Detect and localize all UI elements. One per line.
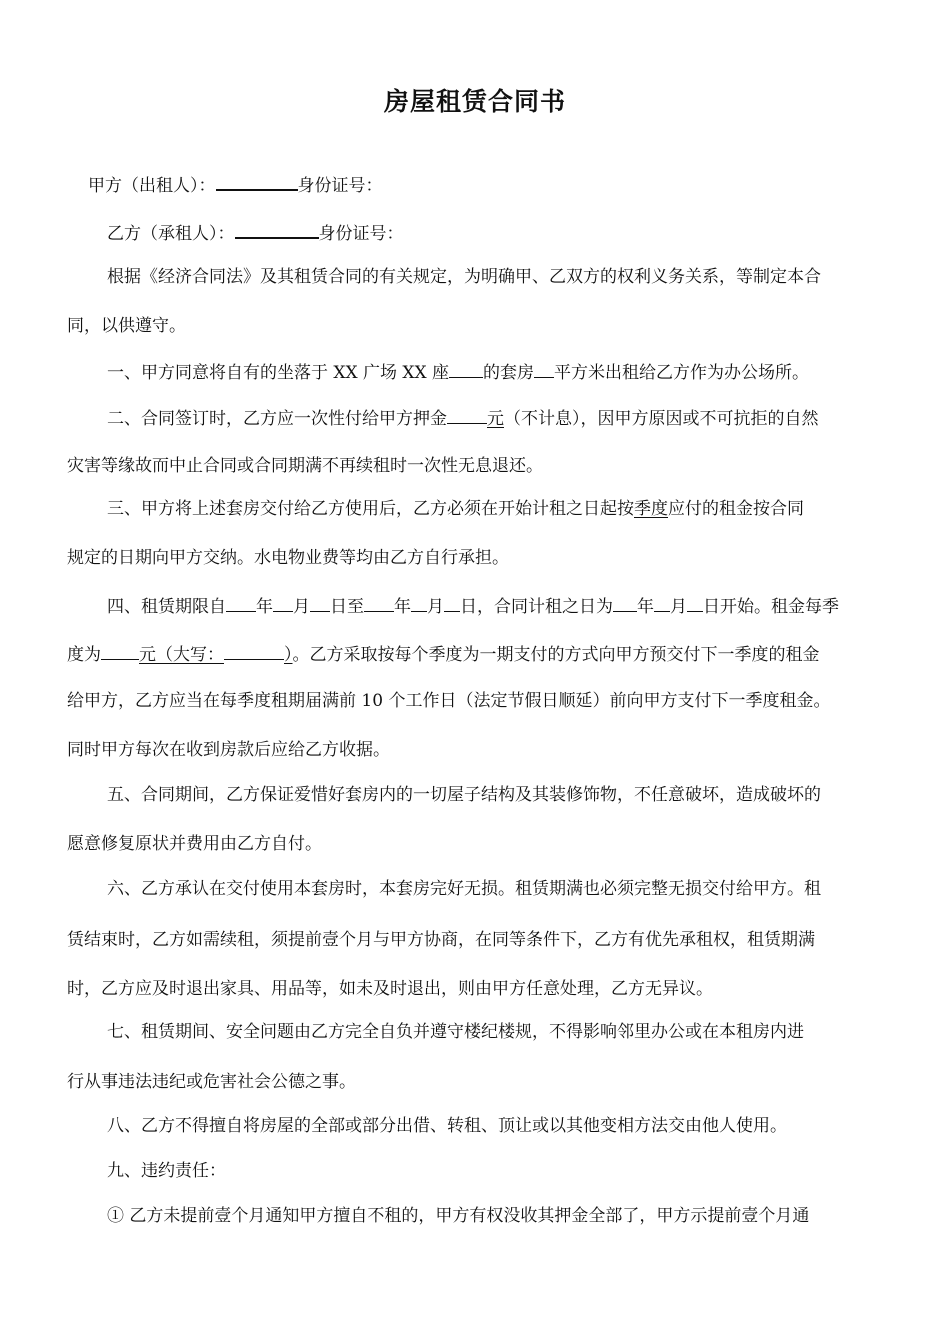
clause-2-text-a: 二、合同签订时，乙方应一次性付给甲方押金 (107, 409, 447, 429)
end-day-blank[interactable] (444, 593, 460, 612)
billing-day-blank[interactable] (687, 593, 703, 612)
party-b-id-label: 身份证号： (318, 224, 404, 244)
party-a-label: 甲方（出租人）： (88, 176, 216, 196)
clause-4-text-a: 度为 (67, 645, 101, 665)
clause-9-item-1: ① 乙方未提前壹个月通知甲方擅自不租的，甲方有权没收其押金全部了，甲方示提前壹个月通 (107, 1206, 810, 1226)
clause-3-period: 季度 (634, 499, 668, 519)
rent-amount-words-blank[interactable] (224, 641, 284, 660)
start-day-blank[interactable] (310, 593, 330, 612)
clause-4-month-label: 月 (427, 597, 444, 617)
clause-4-day-to-label: 日至 (330, 597, 364, 617)
rent-amount-blank[interactable] (101, 641, 139, 660)
clause-4-year-label: 年 (256, 597, 273, 617)
clause-4-line-2 (67, 641, 820, 666)
clause-1-area-blank[interactable] (534, 359, 554, 378)
end-month-blank[interactable] (411, 593, 427, 612)
clause-2-deposit-blank[interactable] (447, 405, 487, 424)
clause-4-month-label: 月 (670, 597, 687, 617)
billing-year-blank[interactable] (613, 593, 637, 612)
clause-2-line-1 (107, 405, 819, 430)
clause-1 (107, 359, 809, 384)
clause-7-line-2: 行从事违法违纪或危害社会公德之事。 (67, 1072, 356, 1092)
party-b-name-blank[interactable] (235, 219, 319, 239)
clause-9-heading: 九、违约责任： (107, 1161, 226, 1181)
clause-4-year-label: 年 (394, 597, 411, 617)
end-year-blank[interactable] (364, 593, 394, 612)
intro-line-2: 同，以供遵守。 (67, 316, 186, 336)
clause-3-text-b: 应付的租金按合同 (668, 499, 804, 519)
clause-1-text-c: 平方米出租给乙方作为办公场所。 (554, 363, 810, 383)
start-year-blank[interactable] (226, 593, 256, 612)
clause-7-line-1: 七、租赁期间、安全问题由乙方完全自负并遵守楼纪楼规，不得影响邻里办公或在本租房内进 (107, 1022, 804, 1042)
clause-2-text-b: （不计息），因甲方原因或不可抗拒的自然 (504, 409, 819, 429)
start-month-blank[interactable] (273, 593, 293, 612)
clause-4-line-3: 给甲方，乙方应当在每季度租期届满前 10 个工作日（法定节假日顺延）前向甲方支付下一季度租金。 (67, 691, 831, 711)
billing-month-blank[interactable] (654, 593, 670, 612)
clause-4-amount-words-label: 元（大写： (139, 645, 224, 665)
clause-6-line-3: 时，乙方应及时退出家具、用品等，如未及时退出，则由甲方任意处理，乙方无异议。 (67, 979, 713, 999)
party-b-label: 乙方（承租人）： (107, 224, 235, 244)
intro-line-1: 根据《经济合同法》及其租赁合同的有关规定，为明确甲、乙双方的权利义务关系，等制定本合 (107, 267, 821, 287)
clause-5-line-1: 五、合同期间，乙方保证爱惜好套房内的一切屋子结构及其装修饰物，不任意破坏，造成破坏的 (107, 785, 821, 805)
clause-4-year-label: 年 (637, 597, 654, 617)
clause-8-line-1: 八、乙方不得擅自将房屋的全部或部分出借、转租、顶让或以其他变相方法交由他人使用。 (107, 1116, 787, 1136)
clause-2-unit: 元 (487, 409, 504, 429)
document-title: 房屋租赁合同书 (383, 87, 566, 116)
clause-4-text-b: 。乙方采取按每个季度为一期支付的方式向甲方预交付下一季度的租金 (292, 645, 820, 665)
clause-1-text-b: 的套房 (483, 363, 535, 383)
clause-3-text-a: 三、甲方将上述套房交付给乙方使用后，乙方必须在开始计租之日起按 (107, 499, 634, 519)
clause-4-text: 四、租赁期限自 (107, 597, 226, 617)
clause-5-line-2: 愿意修复原状并费用由乙方自付。 (67, 834, 322, 854)
clause-4-text: 日开始。租金每季 (703, 597, 839, 617)
clause-6-line-2: 赁结束时，乙方如需续租，须提前壹个月与甲方协商，在同等条件下，乙方有优先承租权，租赁期满 (67, 930, 815, 950)
clause-6-line-1: 六、乙方承认在交付使用本套房时，本套房完好无损。租赁期满也必须完整无损交付给甲方。租 (107, 879, 821, 899)
party-a-name-blank[interactable] (216, 171, 298, 191)
party-a-id-label: 身份证号： (297, 176, 383, 196)
clause-1-text-a: 一、甲方同意将自有的坐落于 XX 广场 XX 座 (107, 363, 450, 383)
clause-4-month-label: 月 (293, 597, 310, 617)
clause-1-room-blank[interactable] (449, 359, 483, 378)
clause-3-line-1 (107, 498, 804, 520)
clause-2-line-2: 灾害等缘故而中止合同或合同期满不再续租时一次性无息退还。 (67, 456, 543, 476)
clause-4-text: 日，合同计租之日为 (460, 597, 613, 617)
party-a-line (88, 171, 383, 197)
party-b-line (107, 219, 404, 245)
clause-4-line-1 (107, 593, 839, 618)
clause-4-close-paren: ） (284, 645, 293, 665)
clause-4-line-4: 同时甲方每次在收到房款后应给乙方收据。 (67, 740, 390, 760)
clause-3-line-2: 规定的日期向甲方交纳。水电物业费等均由乙方自行承担。 (67, 548, 509, 568)
